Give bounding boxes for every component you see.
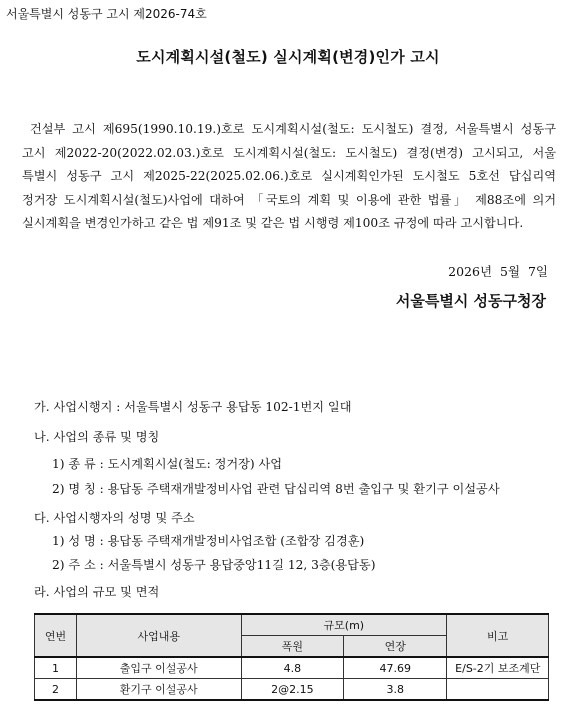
header-length: 연장 <box>344 636 447 658</box>
header-note: 비고 <box>447 614 549 657</box>
section-na-type-name: 나. 사업의 종류 및 명칭 <box>34 430 160 444</box>
cell-content: 환기구 이설공사 <box>76 679 241 701</box>
header-scale: 규모(m) <box>241 614 447 636</box>
cell-no: 1 <box>35 657 77 679</box>
header-width: 폭원 <box>241 636 344 658</box>
issuer-name: 서울특별시 성동구청장 <box>395 292 546 310</box>
header-no: 연번 <box>35 614 77 657</box>
cell-content: 출입구 이설공사 <box>76 657 241 679</box>
section-na-name: 2) 명 칭 : 용답동 주택재개발정비사업 관련 답십리역 8번 출입구 및 환기구 이설공사 <box>52 482 500 496</box>
cell-note: E/S-2기 보조계단 <box>447 657 549 679</box>
notice-number: 서울특별시 성동구 고시 제2026-74호 <box>6 7 207 21</box>
cell-width: 2@2.15 <box>241 679 344 701</box>
table-row <box>35 679 549 701</box>
section-ra-scale: 라. 사업의 규모 및 면적 <box>34 585 160 599</box>
notice-date: 2026년 5월 7일 <box>448 264 548 279</box>
cell-length: 3.8 <box>344 679 447 701</box>
section-na-type: 1) 종 류 : 도시계획시설(철도: 정거장) 사업 <box>52 457 283 471</box>
scale-table <box>34 613 549 701</box>
body-line-2: 고시 제2022-20(2022.02.03.)호로 도시계획시설(철도: 도시철도) 결정(변경) 고시되고, 서울 <box>22 145 556 160</box>
cell-no: 2 <box>35 679 77 701</box>
section-da-operator: 다. 사업시행자의 성명 및 주소 <box>34 511 195 525</box>
document-title: 도시계획시설(철도) 실시계획(변경)인가 고시 <box>136 48 440 66</box>
body-line-3: 특별시 성동구 고시 제2025-22(2025.02.06.)호로 실시계획인가된 도시철도 5호선 답십리역 <box>22 169 556 183</box>
header-content: 사업내용 <box>76 614 241 657</box>
notice-body <box>22 118 556 236</box>
body-line-4: 정거장 도시계획시설(철도)사업에 대하여 「국토의 계획 및 이용에 관한 법률」 제88조에 의거 <box>22 192 556 207</box>
body-line-1: 건설부 고시 제695(1990.10.19.)호로 도시계획시설(철도: 도시철도) 결정, 서울특별시 성동구 <box>30 122 556 136</box>
body-line-5: 실시계획을 변경인가하고 같은 법 제91조 및 같은 법 시행령 제100조 규정에 따라 고시합니다. <box>22 216 524 230</box>
section-da-operator-address: 2) 주 소 : 서울특별시 성동구 용답중앙11길 12, 3층(용답동) <box>52 558 376 572</box>
section-da-operator-name: 1) 성 명 : 용답동 주택재개발정비사업조합 (조합장 김경훈) <box>52 534 365 548</box>
table-row <box>35 657 549 679</box>
cell-width: 4.8 <box>241 657 344 679</box>
section-ga-site: 가. 사업시행지 : 서울특별시 성동구 용답동 102-1번지 일대 <box>34 400 352 414</box>
cell-length: 47.69 <box>344 657 447 679</box>
cell-note <box>447 679 549 701</box>
